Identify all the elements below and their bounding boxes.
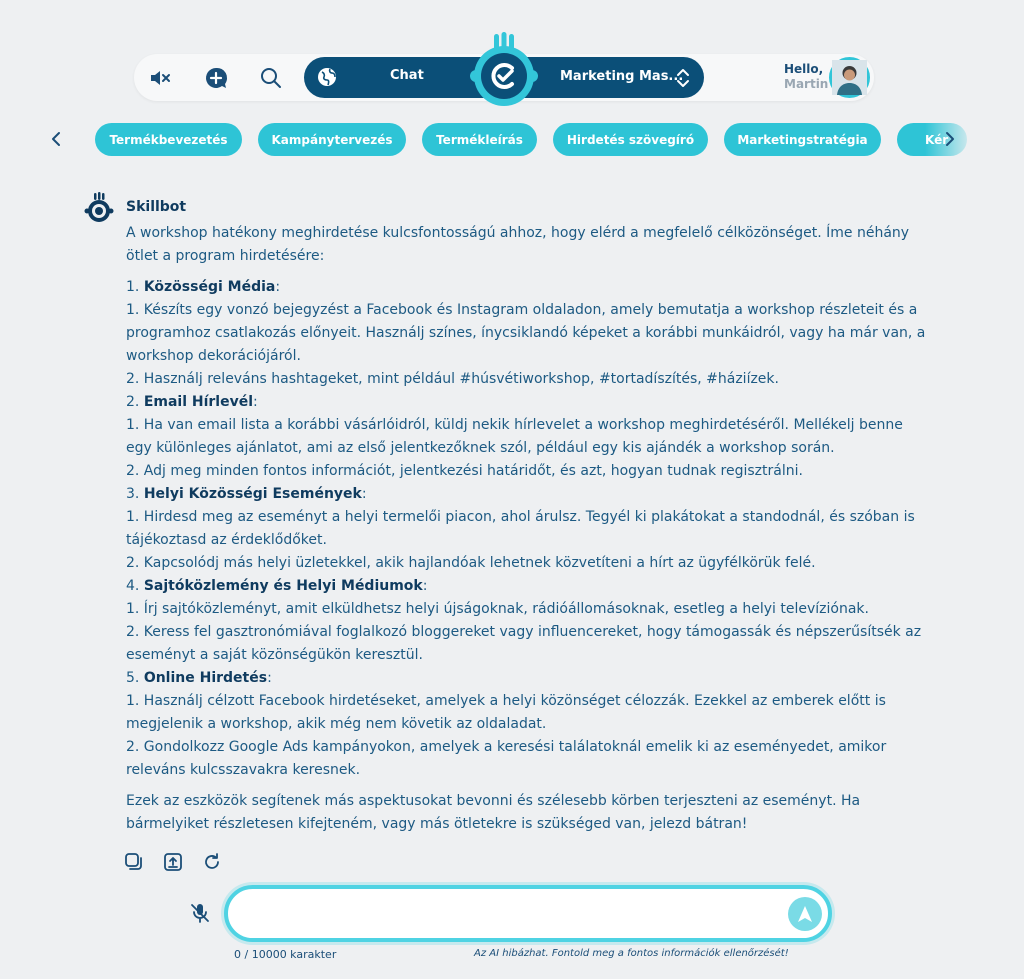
regenerate-icon[interactable] [202,852,222,872]
ai-disclaimer: Az AI hibázhat. Fontold meg a fontos információk ellenőrzését! [474,948,789,959]
message-outro: Ezek az eszközök segítenek más aspektusokat bevonni és szélesebb körben terjeszteni az eseményt. Ha bármelyiket részletesen kifejteném, vagy más ötletekre is szükséged van, jelezd bátran! [126,793,861,832]
section-heading: 3. Helyi Közösségi Események: [126,486,367,502]
message-intro: A workshop hatékony meghirdetése kulcsfontosságú ahhoz, hogy elérd a megfelelő célközönséget. Íme néhány ötlet a program hirdetésére: [126,225,910,264]
search-icon[interactable] [259,66,283,90]
list-item: 1. Használj célzott Facebook hirdetéseket, amelyek a helyi közönséget célozzák. Ezekkel az emberek előtt is megjelenik a workshop, akik még nem követik az oldaladat. [126,693,886,732]
globe-icon[interactable] [316,66,338,88]
message-input[interactable] [244,899,784,929]
section-heading: 4. Sajtóközlemény és Helyi Médiumok: [126,578,428,594]
list-item: 1. Írj sajtóközleményt, amit elküldhetsz helyi újságoknak, rádióállomásoknak, esetleg a helyi televíziónak. [126,601,869,617]
section-title: Sajtóközlemény és Helyi Médiumok [143,578,423,594]
chip-termekleiras[interactable]: Termékleírás [422,123,537,156]
list-item: 2. Keress fel gasztronómiával foglalkozó bloggereket vagy influencereket, hogy támogassák és népszerűsítsék az eseményt a saját közönségükön keresztül. [126,624,922,663]
new-chat-icon[interactable] [204,66,228,90]
section-title: Online Hirdetés [143,670,268,686]
bot-message [126,222,926,836]
chip-partial[interactable]: Kér [897,123,967,156]
greeting-text: Hello, [784,62,824,76]
list-item: 1. Hirdesd meg az eseményt a helyi termelői piacon, ahol árulsz. Tegyél ki plakátokat a standodnál, és szóban is tájékoztasd az érdeklődőket. [126,509,915,548]
send-button[interactable] [788,897,822,931]
section-title: Helyi Közösségi Események [143,486,362,502]
chevron-up-down-icon[interactable] [675,67,691,89]
chip-termekbevezetes[interactable]: Termékbevezetés [95,123,242,156]
assistant-selector-label[interactable]: Marketing Mas... [560,69,684,84]
section-title: Közösségi Média [143,279,276,295]
message-composer [224,885,832,942]
volume-mute-icon[interactable] [148,66,172,90]
microphone-off-icon[interactable] [189,902,211,924]
user-greeting [784,62,829,92]
chat-mode-tab[interactable]: Chat [390,68,424,83]
message-sender: Skillbot [126,199,187,215]
section-heading: 1. Közösségi Média: [126,279,281,295]
prompt-chips [95,123,949,156]
character-counter: 0 / 10000 karakter [234,948,337,961]
chips-next-icon[interactable] [942,128,958,150]
list-item: 1. Ha van email lista a korábbi vásárlóidról, küldj nekik hírlevelet a workshop meghirdetéséről. Mellékelj benne egy különleges ajánlatot, ami az első jelentkezőknek szól, például egy kis ajándék a workshop során. [126,417,903,456]
avatar[interactable] [829,57,870,98]
chips-prev-icon[interactable] [48,128,64,150]
list-item: 2. Gondolkozz Google Ads kampányokon, amelyek a keresési találatoknál emelik ki az eseményedet, amikor releváns kulcsszavakra keresnek. [126,739,887,778]
send-icon [796,905,814,923]
section-title: Email Hírlevél [143,394,254,410]
section-heading: 2. Email Hírlevél: [126,394,258,410]
chip-kampanytervezes[interactable]: Kampánytervezés [258,123,406,156]
section-heading: 5. Online Hirdetés: [126,670,272,686]
export-icon[interactable] [163,852,183,872]
copy-icon[interactable] [124,852,144,872]
app-logo [466,32,542,112]
list-item: 2. Használj releváns hashtageket, mint például #húsvétiworkshop, #tortadíszítés, #háziízek. [126,371,779,387]
chip-hirdetes-szovegiro[interactable]: Hirdetés szövegíró [553,123,708,156]
chip-marketingstrategia[interactable]: Marketingstratégia [724,123,881,156]
user-name: Martin [784,77,829,91]
skillbot-icon [84,192,114,224]
list-item: 2. Adj meg minden fontos információt, jelentkezési határidőt, és azt, hogyan tudnak regisztrálni. [126,463,803,479]
list-item: 1. Készíts egy vonzó bejegyzést a Facebook és Instagram oldaladon, amely bemutatja a workshop részleteit és a programhoz csatlakozás előnyeit. Használj színes, ínycsiklandó képeket a korábbi munkáidról, vagy ha már van, a workshop dekorációjáról. [126,302,926,364]
list-item: 2. Kapcsolódj más helyi üzletekkel, akik hajlandóak lehetnek közvetíteni a hírt az ügyfélkörük felé. [126,555,816,571]
